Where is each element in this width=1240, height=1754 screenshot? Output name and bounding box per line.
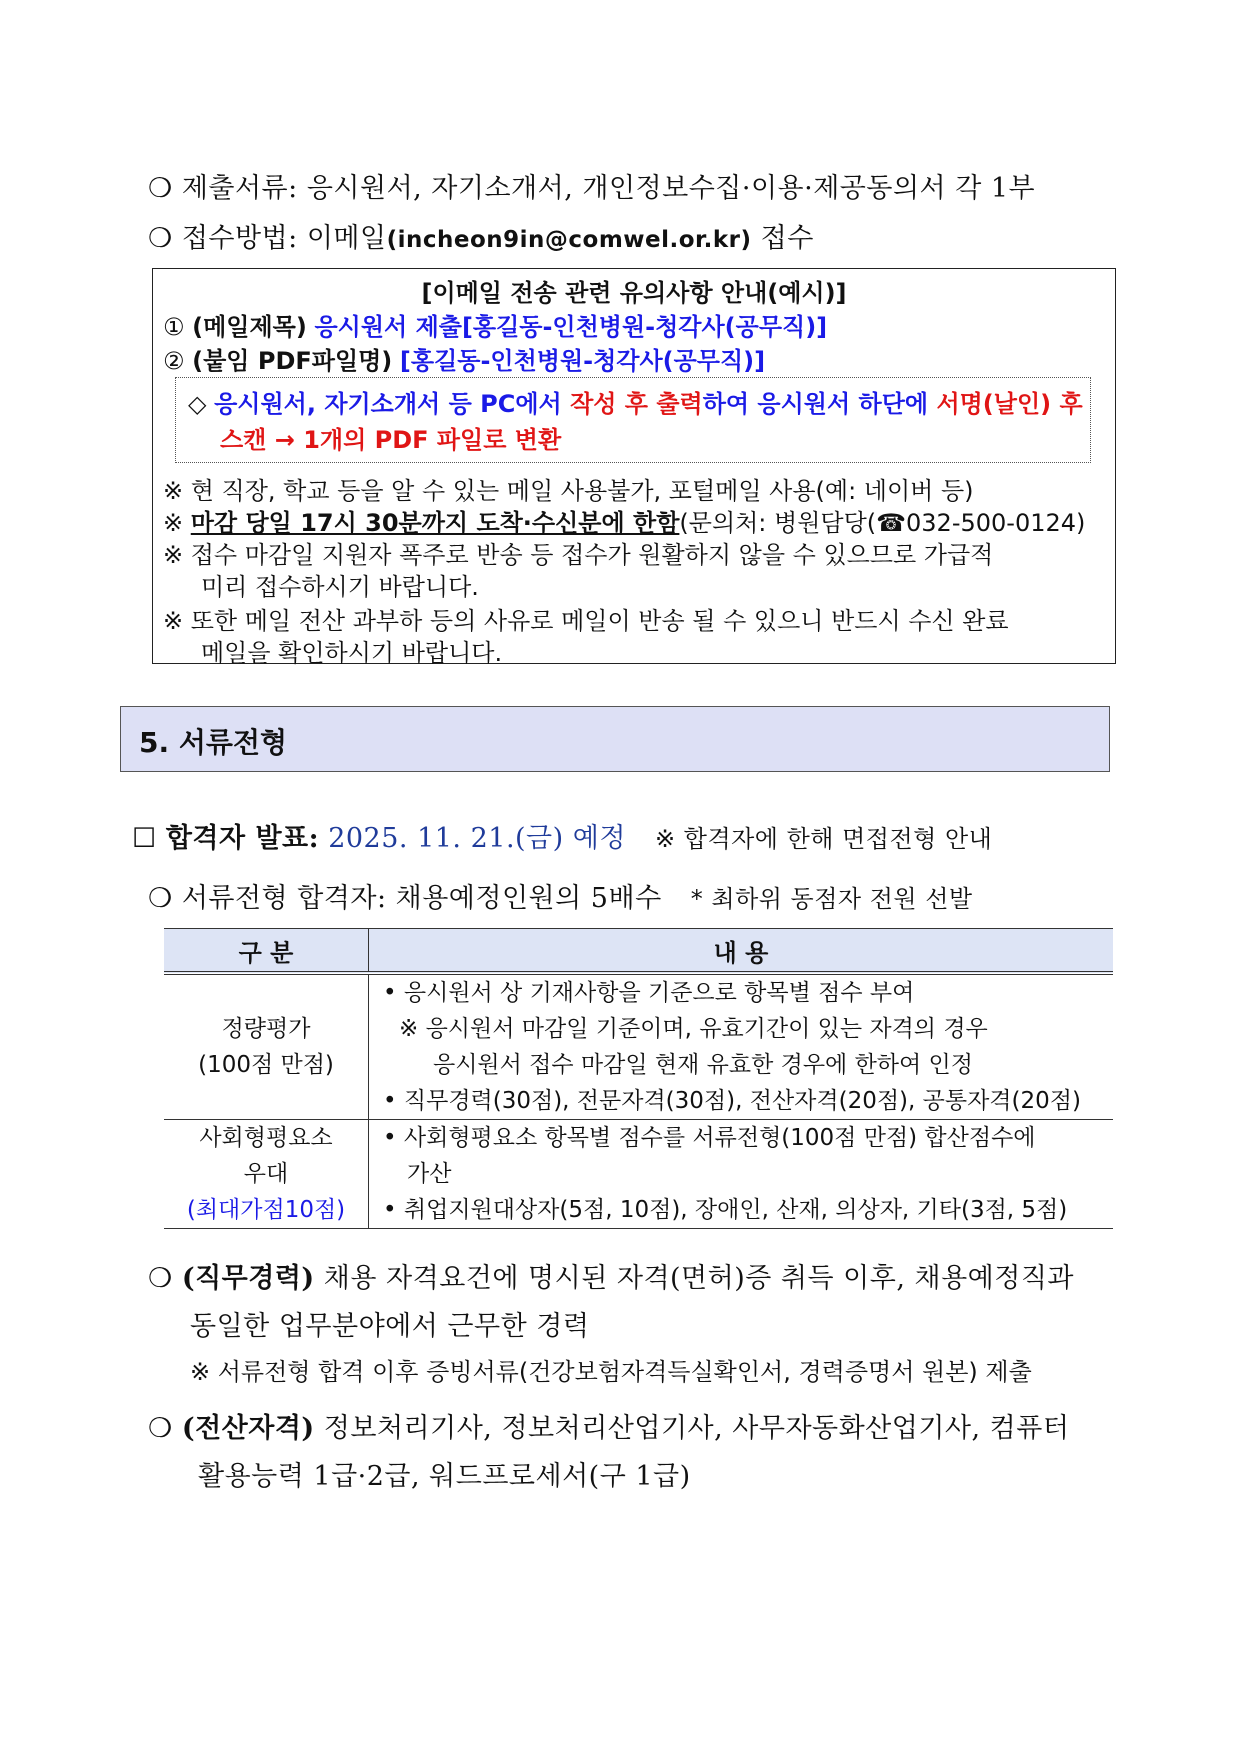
table-header-category: 구 분: [164, 929, 369, 974]
notice-note-4b: 메일을 확인하시기 바랍니다.: [201, 639, 503, 667]
checkbox-icon: ☐: [132, 823, 157, 854]
it-line-b: 활용능력 1급·2급, 워드프로세서(구 1급): [198, 1461, 691, 1492]
bullet-icon: ❍: [148, 173, 173, 204]
table-header-row: [164, 929, 1113, 974]
diamond-icon: ◇: [188, 390, 207, 418]
notice-note-3a: ※ 접수 마감일 지원자 폭주로 반송 등 접수가 원활하지 않을 수 있으므로 가급적: [163, 541, 994, 569]
notice-note-4a: ※ 또한 메일 전산 과부하 등의 사유로 메일이 반송 될 수 있으니 반드시 수신 완료: [163, 607, 1009, 635]
pass-line: ❍ 서류전형 합격자: 채용예정인원의 5배수 * 최하위 동점자 전원 선발: [148, 883, 973, 914]
email-address[interactable]: (incheon9in@comwel.or.kr): [386, 227, 752, 253]
career-line-a: ❍ (직무경력) 채용 자격요건에 명시된 자격(면허)증 취득 이후, 채용예정직과: [148, 1263, 1074, 1294]
bullet-icon: ❍: [148, 1413, 173, 1444]
table-row: 사회형평요소 우대 (최대가점10점) • 사회형평요소 항목별 점수를 서류전형(100점 만점) 합산점수에 가산 • 취업지원대상자(5점, 10점), 장애인, 산재, 의상자, 기타(3점, 5점): [164, 1120, 1113, 1229]
notice-item-subject: ① (메일제목) 응시원서 제출[홍길동-인천병원-청각사(공무직)]: [163, 313, 828, 341]
table-row: 정량평가 (100점 만점) • 응시원서 상 기재사항을 기준으로 항목별 점수 부여 ※ 응시원서 마감일 기준이며, 유효기간이 있는 자격의 경우 응시원서 접수 마감일 현재 유효한 경우에 한하여 인정 • 직무경력(30점), 전문자격(30점), 전산자격(20점), 공통자격(20점): [164, 973, 1113, 1120]
career-line-b: 동일한 업무분야에서 근무한 경력: [190, 1311, 590, 1342]
submit-docs-line: ❍ 제출서류: 응시원서, 자기소개서, 개인정보수집·이용·제공동의서 각 1부: [148, 173, 1036, 204]
email-notice-box: [152, 268, 1116, 667]
screening-table: [164, 928, 1113, 1229]
notice-inner-box: ◇ 응시원서, 자기소개서 등 PC에서 작성 후 출력하여 응시원서 하단에 서명(날인) 후 스캔 → 1개의 PDF 파일로 변환: [175, 377, 1091, 463]
notice-note-1: ※ 현 직장, 학교 등을 알 수 있는 메일 사용불가, 포털메일 사용(예: 네이버 등): [163, 477, 974, 505]
notice-title: [이메일 전송 관련 유의사항 안내(예시)]: [421, 279, 847, 307]
career-note: ※ 서류전형 합격 이후 증빙서류(건강보험자격득실확인서, 경력증명서 원본) 제출: [190, 1358, 1032, 1386]
bullet-icon: ❍: [148, 223, 173, 254]
it-line-a: ❍ (전산자격) 정보처리기사, 정보처리산업기사, 사무자동화산업기사, 컴퓨터: [148, 1413, 1070, 1444]
table-header-content: 내 용: [369, 929, 1114, 974]
bullet-icon: ❍: [148, 1263, 173, 1294]
bullet-icon: ❍: [148, 883, 173, 914]
announce-line: ☐ 합격자 발표: 2025. 11. 21.(금) 예정 ※ 합격자에 한해 면접전형 안내: [132, 823, 993, 854]
notice-note-2: ※ 마감 당일 17시 30분까지 도착·수신분에 한함(문의처: 병원담당(☎032-500-0124): [163, 509, 1086, 537]
notice-item-filename: ② (붙임 PDF파일명) [홍길동-인천병원-청각사(공무직)]: [163, 347, 766, 375]
submit-method-line: ❍ 접수방법: 이메일(incheon9in@comwel.or.kr) 접수: [148, 223, 814, 254]
section-header: 5. 서류전형: [120, 706, 1110, 772]
notice-note-3b: 미리 접수하시기 바랍니다.: [201, 573, 479, 601]
